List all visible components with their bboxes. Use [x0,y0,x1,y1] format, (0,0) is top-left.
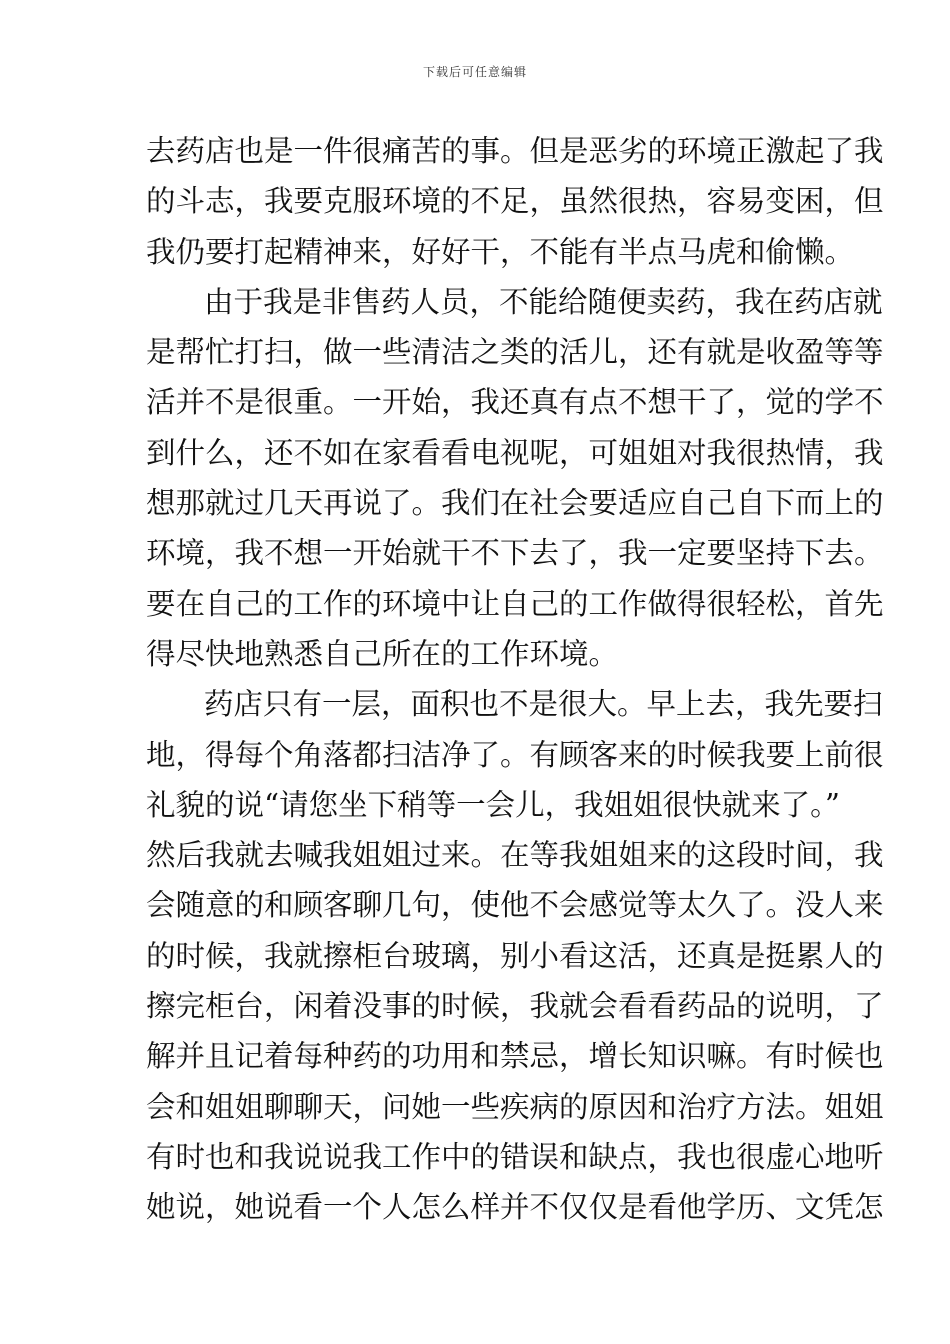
text-line: 会随意的和顾客聊几句，使他不会感觉等太久了。没人来 [146,888,884,923]
text-line: 礼貌的说“请您坐下稍等一会儿，我姐姐很快就来了。” [146,787,840,822]
text-line: 的时候，我就擦柜台玻璃，别小看这活，还真是挺累人的 [146,938,884,973]
text-line: 我仍要打起精神来，好好干，不能有半点马虎和偷懒。 [146,234,855,269]
text-line: 擦完柜台，闲着没事的时候，我就会看看药品的说明，了 [146,989,884,1024]
text-line: 地，得每个角落都扫洁净了。有顾客来的时候我要上前很 [146,737,884,772]
text-line: 的斗志，我要克服环境的不足，虽然很热，容易变困，但 [146,184,884,219]
text-line: 解并且记着每种药的功用和禁忌，增长知识嘛。有时候也 [146,1039,884,1074]
document-body [146,126,884,1233]
text-line: 她说，她说看一个人怎么样并不仅仅是看他学历、文凭怎 [146,1190,884,1225]
text-line: 要在自己的工作的环境中让自己的工作做得很轻松，首先 [146,586,884,621]
page-header-note: 下载后可任意编辑 [422,65,527,79]
text-line: 得尽快地熟悉自己所在的工作环境。 [146,636,619,671]
text-line: 环境，我不想一开始就干不下去了，我一定要坚持下去。 [146,536,884,571]
text-line: 去药店也是一件很痛苦的事。但是恶劣的环境正激起了我 [146,134,884,168]
text-line: 到什么，还不如在家看看电视呢，可姐姐对我很热情，我 [146,435,884,470]
text-line: 由于我是非售药人员，不能给随便卖药，我在药店就 [204,284,883,319]
text-line: 想那就过几天再说了。我们在社会要适应自己自下而上的 [146,486,884,521]
text-line: 会和姐姐聊聊天，问她一些疾病的原因和治疗方法。姐姐 [146,1089,884,1124]
text-line: 是帮忙打扫，做一些清洁之类的活儿，还有就是收盈等等 [146,335,884,370]
text-line: 活并不是很重。一开始，我还真有点不想干了，觉的学不 [146,385,884,420]
text-line: 有时也和我说说我工作中的错误和缺点，我也很虚心地听 [146,1139,884,1174]
text-line: 然后我就去喊我姐姐过来。在等我姐姐来的这段时间，我 [146,838,884,873]
text-line: 药店只有一层，面积也不是很大。早上去，我先要扫 [204,687,883,722]
